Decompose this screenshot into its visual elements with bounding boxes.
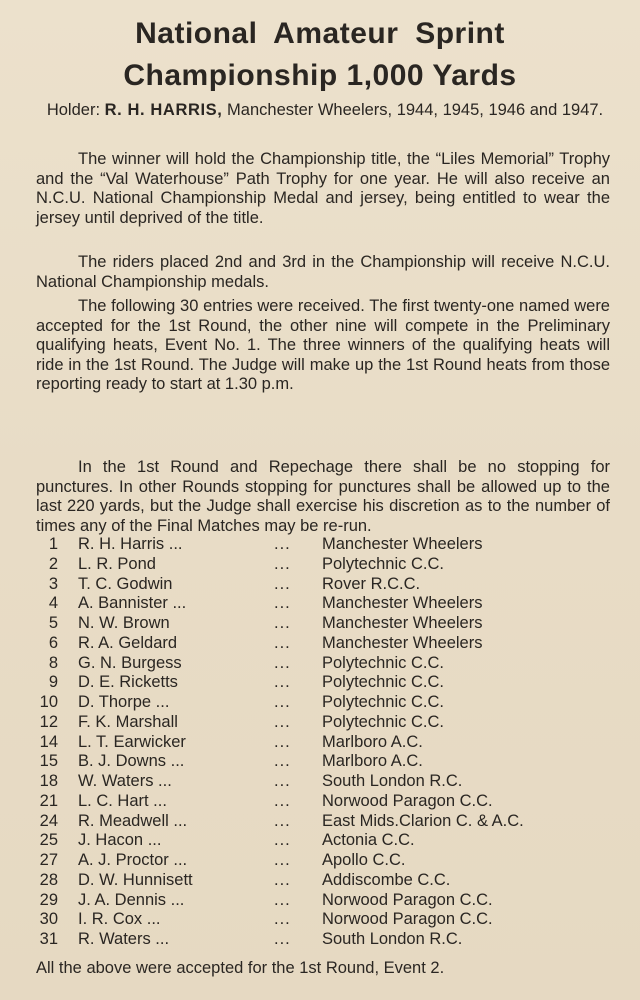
entry-number: 31	[39, 930, 58, 948]
club-name: South London R.C.	[322, 772, 463, 790]
club-name: Norwood Paragon C.C.	[322, 890, 493, 909]
club-name: East Mids.Clarion C. & A.C.	[322, 811, 524, 830]
entry-row	[30, 634, 620, 654]
entry-number: 24	[39, 811, 58, 830]
leader-dots: ...	[274, 712, 291, 731]
club-name: Norwood Paragon C.C.	[322, 910, 493, 929]
entry-row	[30, 752, 620, 772]
leader-dots: ...	[274, 791, 291, 810]
rider-name: J. A. Dennis ...	[78, 890, 185, 909]
leader-dots: ...	[274, 554, 291, 573]
leader-dots: ...	[274, 870, 291, 889]
leader-dots: ...	[274, 772, 291, 790]
holder-label: Holder:	[46, 101, 101, 119]
entry-number: 14	[39, 732, 58, 751]
entry-row	[30, 851, 620, 871]
holder-name: R. H. HARRIS,	[104, 101, 223, 119]
leader-dots: ...	[274, 752, 291, 771]
entry-number: 29	[39, 890, 58, 909]
entry-row	[30, 772, 620, 792]
entry-number: 28	[39, 870, 58, 889]
entry-row	[30, 733, 620, 753]
rider-name: L. R. Pond	[78, 554, 156, 573]
rider-name: L. T. Earwicker	[78, 732, 186, 751]
entry-row	[30, 812, 620, 832]
entry-row	[30, 792, 620, 812]
rider-name: L. C. Hart ...	[78, 791, 167, 810]
entry-number: 30	[39, 910, 58, 929]
entry-number: 4	[48, 594, 58, 613]
club-name: Rover R.C.C.	[322, 574, 421, 593]
entry-row	[30, 910, 620, 930]
club-name: Polytechnic C.C.	[322, 712, 444, 731]
club-name: Polytechnic C.C.	[322, 554, 444, 573]
rider-name: J. Hacon ...	[78, 831, 162, 850]
entry-list	[30, 535, 620, 950]
club-name: Manchester Wheelers	[322, 633, 483, 652]
rider-name: R. A. Geldard	[78, 633, 178, 652]
rider-name: W. Waters ...	[78, 772, 172, 790]
entry-number: 2	[48, 554, 58, 573]
rider-name: R. H. Harris ...	[78, 535, 183, 553]
leader-dots: ...	[274, 732, 291, 751]
rider-name: T. C. Godwin	[78, 574, 173, 593]
club-name: Polytechnic C.C.	[322, 653, 444, 672]
leader-dots: ...	[274, 930, 291, 948]
entry-number: 5	[48, 614, 58, 632]
entry-row	[30, 594, 620, 614]
rider-name: R. Waters ...	[78, 930, 170, 948]
leader-dots: ...	[274, 633, 291, 652]
rider-name: N. W. Brown	[78, 614, 170, 632]
club-name: Manchester Wheelers	[322, 594, 483, 613]
paragraph-medals: The riders placed 2nd and 3rd in the Championship will receive N.C.U. National Championship medals.	[36, 253, 610, 291]
leader-dots: ...	[274, 851, 291, 869]
entry-row	[30, 673, 620, 693]
club-name: Manchester Wheelers	[322, 614, 483, 632]
entry-number: 1	[48, 535, 58, 553]
entry-number: 8	[48, 653, 58, 672]
entry-row	[30, 930, 620, 950]
leader-dots: ...	[274, 673, 291, 692]
rider-name: R. Meadwell ...	[78, 811, 188, 830]
rider-name: A. Bannister ...	[78, 594, 187, 613]
entry-row	[30, 713, 620, 733]
page-subtitle: Championship 1,000 Yards	[123, 59, 517, 92]
entry-number: 25	[39, 831, 58, 850]
entry-number: 15	[39, 752, 58, 771]
entry-number: 10	[39, 693, 58, 711]
holder-details: Manchester Wheelers, 1944, 1945, 1946 and 1947.	[227, 101, 604, 119]
entry-row	[30, 831, 620, 851]
club-name: South London R.C.	[322, 930, 463, 948]
rider-name: A. J. Proctor ...	[78, 851, 188, 869]
leader-dots: ...	[274, 535, 291, 553]
paragraph-punctures: In the 1st Round and Repechage there shall be no stopping for punctures. In other Rounds stopping for punctures shall be allowed up to the last 220 yards, but the Judge shall exercise his discretion as to the number of times any of the Final Matches may be re-run.	[36, 458, 610, 535]
entry-row	[30, 654, 620, 674]
club-name: Norwood Paragon C.C.	[322, 791, 493, 810]
footer-note: All the above were accepted for the 1st Round, Event 2.	[36, 959, 445, 977]
rider-name: G. N. Burgess	[78, 653, 182, 672]
holder-line	[30, 100, 620, 120]
entry-row	[30, 871, 620, 891]
rider-name: I. R. Cox ...	[78, 910, 161, 929]
entry-number: 9	[48, 673, 58, 692]
leader-dots: ...	[274, 693, 291, 711]
club-name: Polytechnic C.C.	[322, 693, 444, 711]
rider-name: F. K. Marshall	[78, 712, 178, 731]
entry-number: 18	[39, 772, 58, 790]
entry-row	[30, 614, 620, 634]
paragraph-trophy: The winner will hold the Championship title, the “Liles Memorial” Trophy and the “Val Waterhouse” Path Trophy for one year. He will also receive an N.C.U. National Championship Medal and jersey, being entitled to wear the jersey until deprived of the title.	[36, 150, 610, 227]
entry-row	[30, 535, 620, 555]
entry-row	[30, 555, 620, 575]
leader-dots: ...	[274, 574, 291, 593]
leader-dots: ...	[274, 910, 291, 929]
club-name: Marlboro A.C.	[322, 732, 423, 751]
rider-name: D. Thorpe ...	[78, 693, 170, 711]
leader-dots: ...	[274, 831, 291, 850]
entry-number: 21	[39, 791, 58, 810]
leader-dots: ...	[274, 890, 291, 909]
entry-number: 27	[39, 851, 58, 869]
rider-name: D. E. Ricketts	[78, 673, 178, 692]
rider-name: B. J. Downs ...	[78, 752, 185, 771]
entry-number: 12	[39, 712, 58, 731]
entry-number: 3	[48, 574, 58, 593]
leader-dots: ...	[274, 653, 291, 672]
club-name: Addiscombe C.C.	[322, 870, 451, 889]
leader-dots: ...	[274, 594, 291, 613]
entry-row	[30, 891, 620, 911]
page-title: National Amateur Sprint	[135, 17, 505, 50]
club-name: Actonia C.C.	[322, 831, 415, 850]
entry-row	[30, 575, 620, 595]
rider-name: D. W. Hunnisett	[78, 870, 193, 889]
club-name: Marlboro A.C.	[322, 752, 423, 771]
paragraph-entries: The following 30 entries were received. The first twenty-one named were accepted for the 1st Round, the other nine will compete in the Preliminary qualifying heats, Event No. 1. The three winners of the qualifying heats will ride in the 1st Round. The Judge will make up the 1st Round heats from those reporting ready to start at 1.30 p.m.	[36, 297, 610, 394]
club-name: Polytechnic C.C.	[322, 673, 444, 692]
club-name: Apollo C.C.	[322, 851, 406, 869]
leader-dots: ...	[274, 811, 291, 830]
leader-dots: ...	[274, 614, 291, 632]
entry-number: 6	[48, 633, 58, 652]
entry-row	[30, 693, 620, 713]
club-name: Manchester Wheelers	[322, 535, 483, 553]
